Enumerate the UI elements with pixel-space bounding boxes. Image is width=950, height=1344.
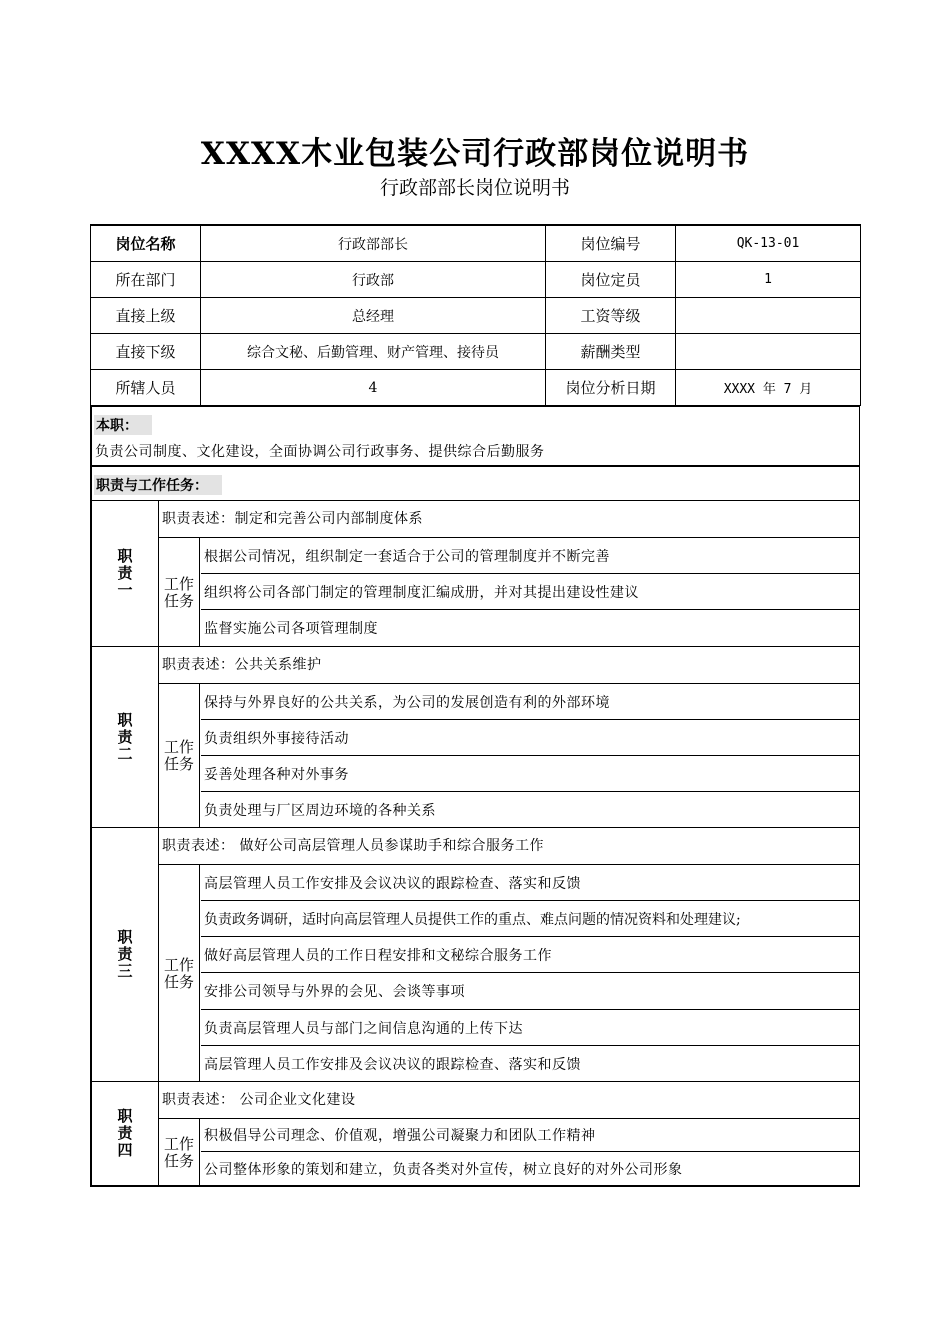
info-value: 行政部 <box>201 262 546 298</box>
info-key: 岗位编号 <box>546 225 676 262</box>
duties-header-label: 职责与工作任务： <box>94 475 222 495</box>
info-key: 岗位分析日期 <box>546 370 676 406</box>
task-item: 高层管理人员工作安排及会议决议的跟踪检查、落实和反馈 <box>204 1057 581 1073</box>
duty-label: 职责四 <box>115 1108 134 1159</box>
info-key: 岗位定员 <box>546 262 676 298</box>
core-duty-section <box>90 405 860 465</box>
info-value: 4 <box>201 370 546 406</box>
duty-label: 职责二 <box>115 711 134 763</box>
task-item: 根据公司情况，组织制定一套适合于公司的管理制度并不断完善 <box>201 538 859 574</box>
info-row <box>91 262 861 298</box>
info-key: 直接下级 <box>91 334 201 370</box>
task-item: 高层管理人员工作安排及会议决议的跟踪检查、落实和反馈 <box>201 865 859 901</box>
duty-description: 职责表述：制定和完善公司内部制度体系 <box>159 501 859 538</box>
task-item: 负责高层管理人员与部门之间信息沟通的上传下达 <box>201 1010 859 1046</box>
duty-label-cell <box>92 1082 159 1185</box>
page-title: XXXX木业包装公司行政部岗位说明书 <box>200 136 750 172</box>
duty-block-2 <box>90 646 860 827</box>
core-duty-text: 负责公司制度、文化建设，全面协调公司行政事务、提供综合后勤服务 <box>95 444 545 460</box>
duty-label-cell <box>92 828 159 1081</box>
task-label: 工作任务 <box>163 738 194 773</box>
task-item: 监督实施公司各项管理制度 <box>204 621 378 637</box>
duty-label: 职责一 <box>115 548 134 599</box>
task-item: 公司整体形象的策划和建立，负责各类对外宣传，树立良好的对外公司形象 <box>204 1162 683 1178</box>
task-label: 工作任务 <box>163 1134 194 1170</box>
task-label-cell <box>159 538 200 647</box>
task-label: 工作任务 <box>163 574 194 610</box>
info-key: 所辖人员 <box>91 370 201 406</box>
duty-label-cell <box>92 647 159 827</box>
duties-header <box>90 465 860 500</box>
duty-label-cell <box>92 501 159 646</box>
table-bottom-border <box>90 1185 860 1187</box>
info-row <box>91 334 861 370</box>
info-value: 行政部部长 <box>201 225 546 262</box>
task-label-cell <box>159 684 200 828</box>
task-item: 做好高层管理人员的工作日程安排和文秘综合服务工作 <box>201 937 859 973</box>
info-value <box>676 334 861 370</box>
duty-block-1 <box>90 500 860 646</box>
info-row <box>91 225 861 262</box>
info-value: 综合文秘、后勤管理、财产管理、接待员 <box>201 334 546 370</box>
duty-block-3 <box>90 827 860 1081</box>
page-subtitle: 行政部部长岗位说明书 <box>379 177 570 199</box>
duty-description: 职责表述： 做好公司高层管理人员参谋助手和综合服务工作 <box>159 828 859 865</box>
task-label-cell <box>159 1119 200 1186</box>
duty-label: 职责三 <box>115 929 134 980</box>
info-key: 薪酬类型 <box>546 334 676 370</box>
position-info-table <box>90 224 861 406</box>
duty-block-4 <box>90 1081 860 1185</box>
task-item: 负责组织外事接待活动 <box>201 720 859 756</box>
info-row <box>91 298 861 334</box>
task-label-cell <box>159 865 200 1082</box>
task-item: 负责处理与厂区周边环境的各种关系 <box>204 803 436 819</box>
info-key: 工资等级 <box>546 298 676 334</box>
duty-description: 职责表述：公共关系维护 <box>159 647 859 684</box>
info-key: 岗位名称 <box>91 225 201 262</box>
info-key: 所在部门 <box>91 262 201 298</box>
info-value: 1 <box>676 262 861 298</box>
task-item: 保持与外界良好的公共关系，为公司的发展创造有利的外部环境 <box>201 684 859 720</box>
task-item: 负责政务调研，适时向高层管理人员提供工作的重点、难点问题的情况资料和处理建议; <box>201 901 859 937</box>
task-item: 积极倡导公司理念、价值观，增强公司凝聚力和团队工作精神 <box>201 1119 859 1152</box>
info-value <box>676 298 861 334</box>
info-value: 总经理 <box>201 298 546 334</box>
info-key: 直接上级 <box>91 298 201 334</box>
info-value: XXXX 年 7 月 <box>676 370 861 406</box>
task-item: 组织将公司各部门制定的管理制度汇编成册，并对其提出建设性建议 <box>201 574 859 610</box>
info-row <box>91 370 861 406</box>
task-item: 妥善处理各种对外事务 <box>201 756 859 792</box>
task-item: 安排公司领导与外界的会见、会谈等事项 <box>201 973 859 1010</box>
core-duty-label: 本职： <box>94 415 152 435</box>
task-label: 工作任务 <box>163 955 194 991</box>
info-value: QK-13-01 <box>676 225 861 262</box>
duty-description: 职责表述： 公司企业文化建设 <box>159 1082 859 1119</box>
